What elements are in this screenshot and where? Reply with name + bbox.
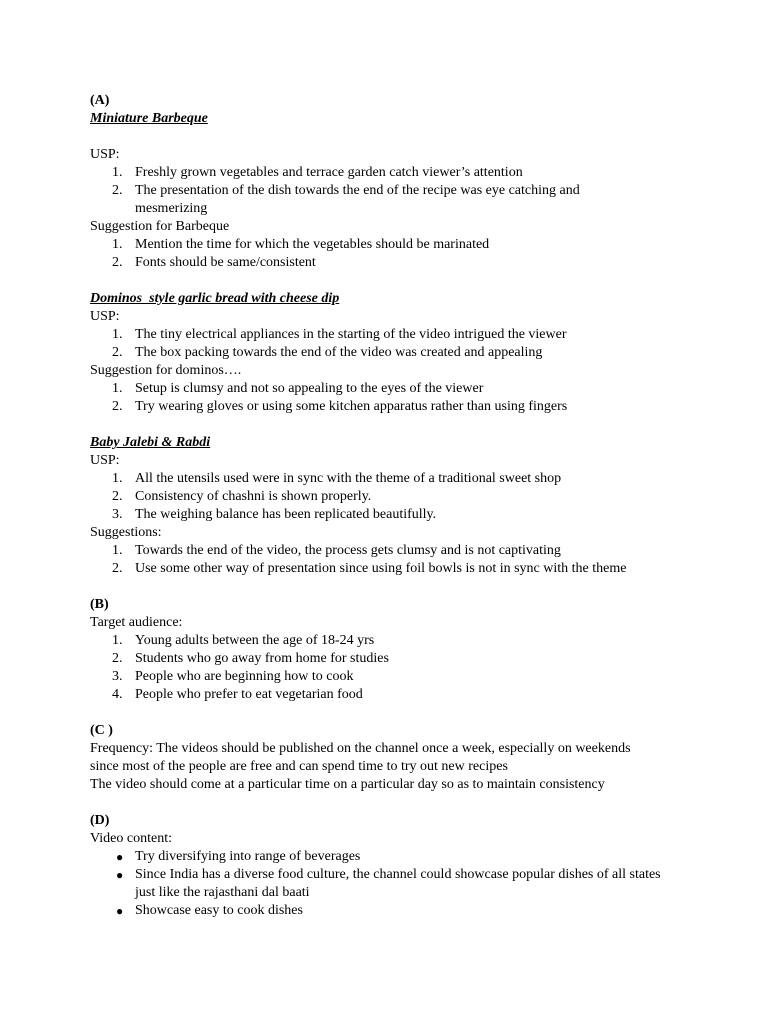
list-item	[90, 632, 690, 650]
list-number: 1.	[112, 471, 123, 486]
list-item-text: Since India has a diverse food culture, the channel could showcase popular dishes of all states just like the rajasthani dal baati	[135, 867, 661, 900]
list-number: 2.	[112, 489, 123, 504]
list-item-text: Use some other way of presentation since using foil bowls is not in sync with the theme	[135, 561, 627, 576]
barbeque-usp-list	[90, 164, 690, 218]
list-item	[90, 902, 690, 920]
list-number: 2.	[112, 183, 123, 198]
list-item	[90, 254, 690, 272]
spacer	[90, 578, 690, 596]
barbeque-suggestion-list	[90, 236, 690, 272]
list-number: 1.	[112, 165, 123, 180]
list-item-text: The presentation of the dish towards the end of the recipe was eye catching and mesmerizing	[135, 183, 580, 216]
list-item-text: People who are beginning how to cook	[135, 669, 354, 684]
list-item-text: Consistency of chashni is shown properly.	[135, 489, 372, 504]
list-item-text: All the utensils used were in sync with the theme of a traditional sweet shop	[135, 471, 562, 486]
list-item	[90, 848, 690, 866]
list-number: 3.	[112, 669, 123, 684]
list-number: 1.	[112, 633, 123, 648]
list-item-text: Try diversifying into range of beverages	[135, 849, 361, 864]
list-item-text: The weighing balance has been replicated beautifully.	[135, 507, 437, 522]
list-item	[90, 650, 690, 668]
list-item	[90, 398, 690, 416]
list-item-text: Try wearing gloves or using some kitchen apparatus rather than using fingers	[135, 399, 568, 414]
list-number: 4.	[112, 687, 123, 702]
list-number: 2.	[112, 399, 123, 414]
list-item	[90, 164, 690, 182]
list-item-text: Showcase easy to cook dishes	[135, 903, 303, 918]
list-item-text: People who prefer to eat vegetarian food	[135, 687, 363, 702]
bullet-icon: ●	[116, 904, 124, 918]
spacer	[90, 128, 690, 146]
target-audience-label: Target audience:	[90, 615, 183, 630]
list-item	[90, 686, 690, 704]
frequency-text-line-2: since most of the people are free and can spend time to try out new recipes	[90, 759, 508, 774]
list-number: 1.	[112, 543, 123, 558]
list-item	[90, 236, 690, 254]
spacer	[90, 416, 690, 434]
list-item	[90, 866, 675, 902]
list-item-text: Students who go away from home for studies	[135, 651, 389, 666]
dominos-usp-label: USP:	[90, 309, 120, 324]
list-item	[90, 542, 690, 560]
list-number: 2.	[112, 345, 123, 360]
document-page	[90, 92, 690, 920]
list-item	[90, 344, 690, 362]
list-item-text: Fonts should be same/consistent	[135, 255, 316, 270]
list-number: 1.	[112, 327, 123, 342]
list-number: 1.	[112, 381, 123, 396]
list-number: 3.	[112, 507, 123, 522]
list-item	[90, 488, 690, 506]
list-item-text: Setup is clumsy and not so appealing to the eyes of the viewer	[135, 381, 484, 396]
jalebi-heading: Baby Jalebi & Rabdi	[90, 435, 211, 450]
video-content-list	[90, 848, 690, 920]
list-item-text: Freshly grown vegetables and terrace garden catch viewer’s attention	[135, 165, 523, 180]
list-item-text: Mention the time for which the vegetables should be marinated	[135, 237, 490, 252]
list-item	[90, 326, 690, 344]
spacer	[90, 704, 690, 722]
list-item	[90, 560, 690, 578]
dominos-suggestion-label: Suggestion for dominos….	[90, 363, 242, 378]
barbeque-suggestion-label: Suggestion for Barbeque	[90, 219, 230, 234]
spacer	[90, 794, 690, 812]
bullet-icon: ●	[116, 850, 124, 864]
jalebi-suggestion-list	[90, 542, 690, 578]
target-audience-list	[90, 632, 690, 704]
video-content-label: Video content:	[90, 831, 172, 846]
list-item-text: The box packing towards the end of the video was created and appealing	[135, 345, 543, 360]
list-item-text: Young adults between the age of 18-24 yrs	[135, 633, 375, 648]
consistency-text: The video should come at a particular time on a particular day so as to maintain consistency	[90, 777, 605, 792]
section-a-label: (A)	[90, 93, 110, 108]
list-item	[90, 506, 690, 524]
barbeque-usp-label: USP:	[90, 147, 120, 162]
jalebi-suggestion-label: Suggestions:	[90, 525, 162, 540]
dominos-usp-list	[90, 326, 690, 362]
jalebi-usp-label: USP:	[90, 453, 120, 468]
frequency-text-line-1: Frequency: The videos should be published on the channel once a week, especially on weekends	[90, 741, 631, 756]
list-item-text: Towards the end of the video, the process gets clumsy and is not captivating	[135, 543, 561, 558]
list-number: 2.	[112, 255, 123, 270]
section-d-label: (D)	[90, 813, 110, 828]
list-item	[90, 470, 690, 488]
list-number: 2.	[112, 561, 123, 576]
list-item	[90, 182, 625, 218]
spacer	[90, 272, 690, 290]
barbeque-heading: Miniature Barbeque	[90, 111, 208, 126]
list-number: 2.	[112, 651, 123, 666]
section-c-label: (C )	[90, 723, 113, 738]
dominos-suggestion-list	[90, 380, 690, 416]
list-item	[90, 380, 690, 398]
dominos-heading: Dominos style garlic bread with cheese dip	[90, 291, 340, 306]
jalebi-usp-list	[90, 470, 690, 524]
bullet-icon: ●	[116, 868, 124, 882]
section-b-label: (B)	[90, 597, 109, 612]
list-number: 1.	[112, 237, 123, 252]
list-item	[90, 668, 690, 686]
list-item-text: The tiny electrical appliances in the starting of the video intrigued the viewer	[135, 327, 567, 342]
